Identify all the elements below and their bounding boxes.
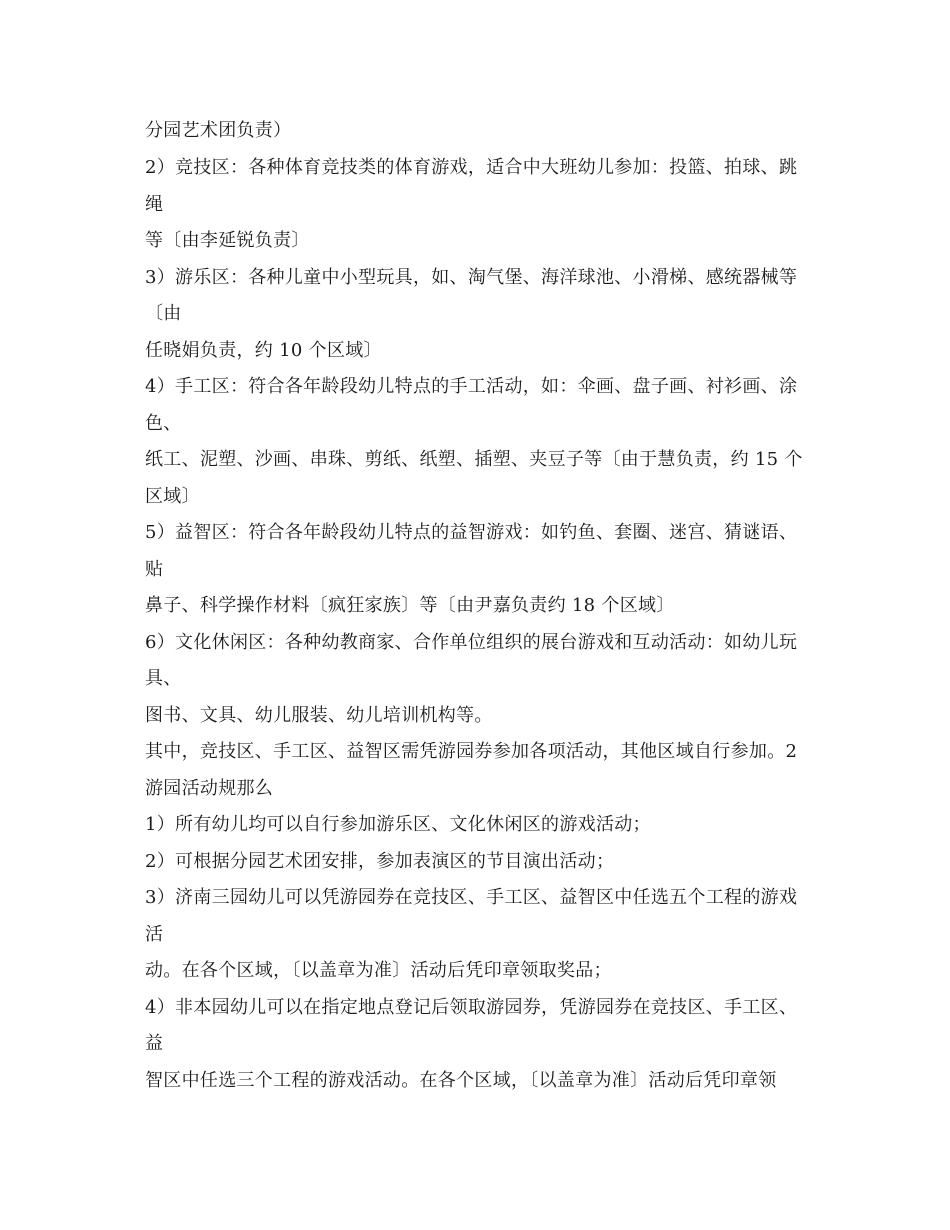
text-line: 游园活动规那么 <box>145 778 274 799</box>
text-line: 鼻子、科学操作材料〔疯狂家族〕等〔由尹嘉负责约 18 个区域〕 <box>145 595 675 616</box>
text-line: 2）可根据分园艺术团安排，参加表演区的节目演出活动； <box>145 851 615 872</box>
text-line: 1）所有幼儿均可以自行参加游乐区、文化休闲区的游戏活动； <box>145 814 651 835</box>
text-line: 图书、文具、幼儿服装、幼儿培训机构等。 <box>145 705 493 726</box>
text-line: 分园艺术团负责） <box>145 120 292 141</box>
text-line: 6）文化休闲区：各种幼教商家、合作单位组织的展台游戏和互动活动：如幼儿玩 <box>145 632 798 653</box>
text-line: 动。在各个区域，〔以盖章为准〕活动后凭印章领取奖品； <box>145 960 612 981</box>
text-line: 〔由 <box>145 303 182 324</box>
text-line: 益 <box>145 1033 164 1054</box>
text-line: 等〔由李延锐负责〕 <box>145 230 310 251</box>
text-line: 纸工、泥塑、沙画、串珠、剪纸、纸塑、插塑、夹豆子等〔由于慧负责，约 15 个 <box>145 449 803 470</box>
text-line: 区域〕 <box>145 486 200 507</box>
text-line: 3）济南三园幼儿可以凭游园券在竞技区、手工区、益智区中任选五个工程的游戏 <box>145 887 798 908</box>
text-line: 3）游乐区：各种儿童中小型玩具，如、淘气堡、海洋球池、小滑梯、感统器械等 <box>145 267 798 288</box>
text-line: 具、 <box>145 668 182 689</box>
text-line: 4）非本园幼儿可以在指定地点登记后领取游园券，凭游园券在竞技区、手工区、 <box>145 997 798 1018</box>
text-line: 其中，竞技区、手工区、益智区需凭游园券参加各项活动，其他区域自行参加。2 <box>145 741 798 762</box>
text-line: 贴 <box>145 559 164 580</box>
text-line: 绳 <box>145 194 164 215</box>
text-line: 智区中任选三个工程的游戏活动。在各个区域，〔以盖章为准〕活动后凭印章领 <box>145 1070 777 1091</box>
text-line: 5）益智区：符合各年龄段幼儿特点的益智游戏：如钓鱼、套圈、迷宫、猜谜语、 <box>145 522 798 543</box>
text-line: 色、 <box>145 413 182 434</box>
text-line: 任晓娟负责，约 10 个区域〕 <box>145 340 382 361</box>
text-line: 4）手工区：符合各年龄段幼儿特点的手工活动，如：伞画、盘子画、衬衫画、涂 <box>145 376 798 397</box>
text-line: 2）竞技区：各种体育竞技类的体育游戏，适合中大班幼儿参加：投篮、拍球、跳 <box>145 157 798 178</box>
text-line: 活 <box>145 924 164 945</box>
